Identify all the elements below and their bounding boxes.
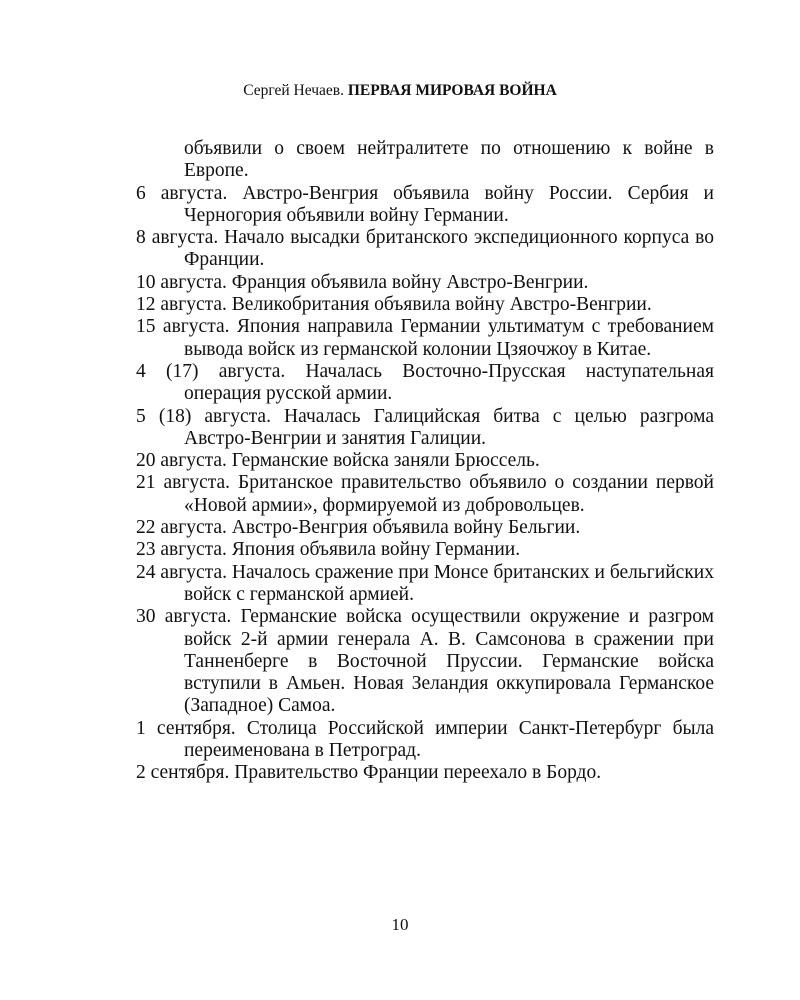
chronology-entry: 30 августа. Германские войска осуществили окружение и разгром войск 2-й армии генерала А. В. Самсонова в сражении при Танненберге в Восточной Пруссии. Германские войска вступили в Амьен. Новая Зеландия оккупировала Германское (Западное) Самоа. (136, 606, 714, 717)
chronology-entry: 8 августа. Начало высадки британского экспедиционного корпуса во Франции. (136, 227, 714, 271)
chronology-entry: 2 сентября. Правительство Франции переехало в Бордо. (136, 762, 602, 784)
chronology-entry: 4 (17) августа. Началась Восточно-Прусская наступательная операция русской армии. (136, 360, 714, 405)
chronology-entry: 15 августа. Япония направила Германии ультиматум с требованием вывода войск из германской колонии Цзяочжоу в Китае. (136, 316, 714, 360)
chronology-entry: 24 августа. Началось сражение при Монсе британских и бельгийских войск с германской армией. (136, 561, 714, 605)
chronology-entry: 23 августа. Япония объявила войну Германии. (136, 539, 521, 561)
chronology-list (136, 138, 714, 785)
running-head-title: ПЕРВАЯ МИРОВАЯ ВОЙНА (347, 82, 557, 99)
chronology-entry: 22 августа. Австро-Венгрия объявила войну Бельгии. (136, 517, 581, 539)
chronology-entry: 6 августа. Австро-Венгрия объявила войну России. Сербия и Черногория объявили войну Германии. (136, 182, 714, 226)
chronology-entry: 10 августа. Франция объявила войну Австро-Венгрии. (136, 271, 589, 293)
running-head (0, 81, 800, 101)
running-head-author: Сергей Нечаев. (243, 82, 344, 99)
page-number: 10 (391, 915, 409, 934)
chronology-entry: 1 сентября. Столица Российской империи Санкт-Петербург была переименована в Петроград. (136, 717, 714, 762)
chronology-entry-continuation: объявили о своем нейтралитете по отношению к войне в Европе. (184, 138, 714, 182)
chronology-entry: 5 (18) августа. Началась Галицийская битва с целью разгрома Австро-Венгрии и занятия Галиции. (136, 405, 714, 449)
chronology-entry: 20 августа. Германские войска заняли Брюссель. (136, 450, 540, 472)
chronology-entry: 21 августа. Британское правительство объявило о создании первой «Новой армии», формируемой из добровольцев. (136, 472, 714, 516)
chronology-entry: 12 августа. Великобритания объявила войну Австро-Венгрии. (136, 294, 652, 316)
